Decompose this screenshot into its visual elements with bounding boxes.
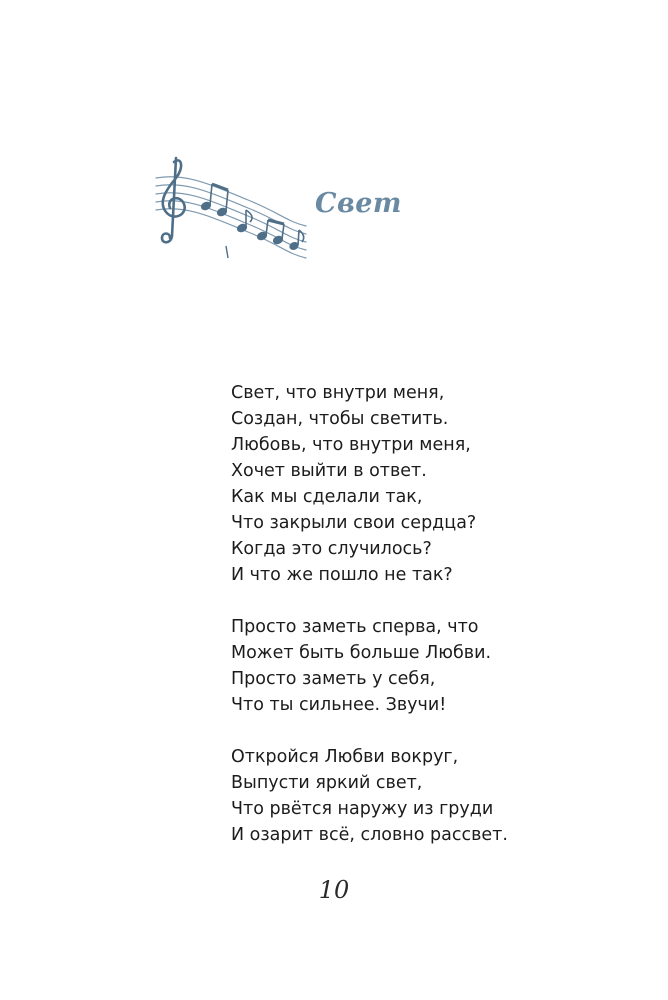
poem-line: Откройся Любви вокруг, [231,747,459,767]
poem-title: Свет [315,188,402,219]
poem-line: Создан, чтобы светить. [231,409,449,429]
poem-line: И что же пошло не так? [231,565,453,585]
poem-line: Что ты сильнее. Звучи! [231,695,447,715]
poem-line: Выпусти яркий свет, [231,773,423,793]
stanza [231,744,611,848]
poem-line: Свет, что внутри меня, [231,383,445,403]
poem-line: Любовь, что внутри меня, [231,435,471,455]
poem-line: Что рвётся наружу из груди [231,799,494,819]
poem-line: Как мы сделали так, [231,487,423,507]
stanza [231,614,611,718]
poem-line: Просто заметь сперва, что [231,617,479,637]
poem-line: Когда это случилось? [231,539,432,559]
poem-line: Просто заметь у себя, [231,669,436,689]
poem-heading [148,150,408,270]
music-notes-icon [148,150,308,265]
poem-line: Что закрыли свои сердца? [231,513,477,533]
poem-line: И озарит всё, словно рассвет. [231,825,508,845]
poem-body [231,380,611,874]
stanza [231,380,611,588]
poem-line: Хочет выйти в ответ. [231,461,427,481]
poem-line: Может быть больше Любви. [231,643,492,663]
page-number: 10 [318,876,350,904]
